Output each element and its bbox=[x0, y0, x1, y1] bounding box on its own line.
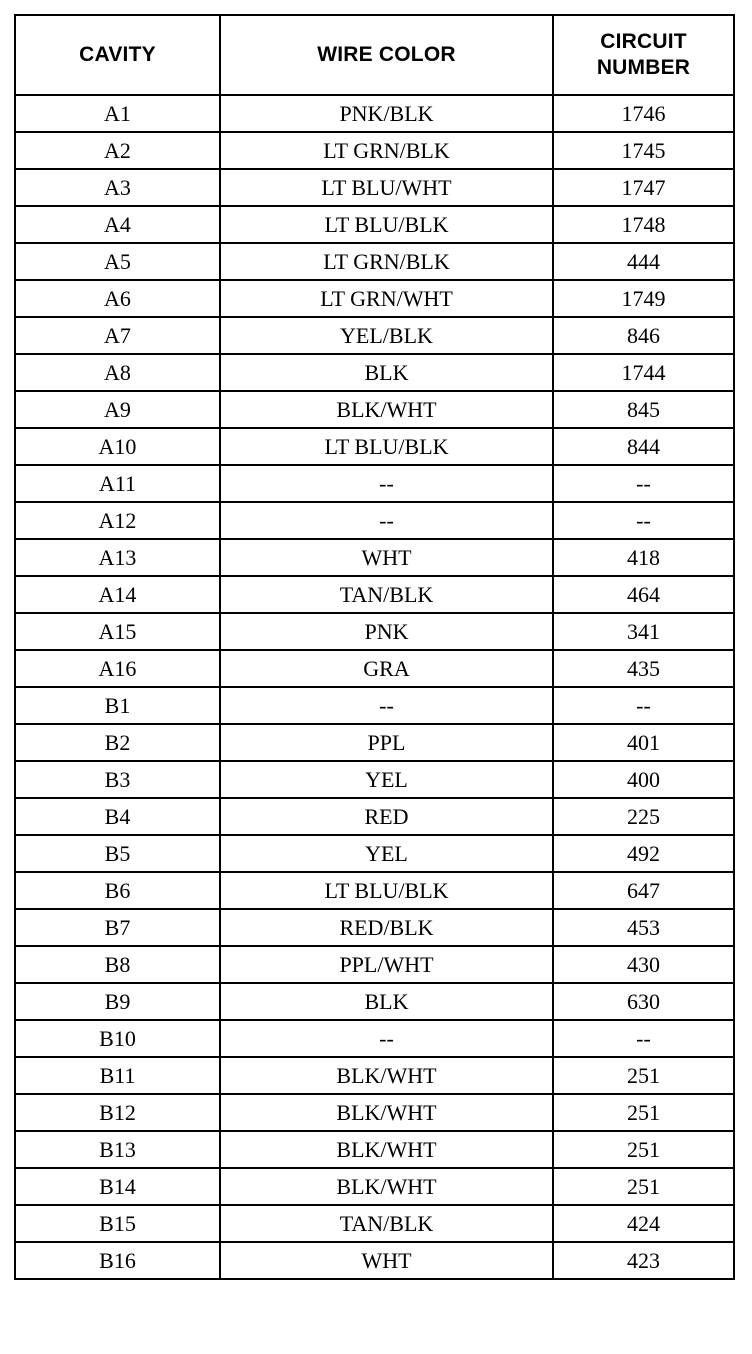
wire-color-cell: BLK bbox=[220, 354, 553, 391]
wire-color-cell: LT BLU/WHT bbox=[220, 169, 553, 206]
circuit-number-cell: 430 bbox=[553, 946, 734, 983]
table-row bbox=[15, 243, 734, 280]
cavity-cell: B9 bbox=[15, 983, 220, 1020]
wire-color-cell: BLK bbox=[220, 983, 553, 1020]
table-row bbox=[15, 391, 734, 428]
cavity-cell: A14 bbox=[15, 576, 220, 613]
wire-color-cell: GRA bbox=[220, 650, 553, 687]
circuit-number-cell: 424 bbox=[553, 1205, 734, 1242]
cavity-cell: B10 bbox=[15, 1020, 220, 1057]
cavity-cell: A13 bbox=[15, 539, 220, 576]
circuit-number-cell: -- bbox=[553, 465, 734, 502]
circuit-number-cell: 418 bbox=[553, 539, 734, 576]
table-row bbox=[15, 576, 734, 613]
table-row bbox=[15, 872, 734, 909]
cavity-cell: A4 bbox=[15, 206, 220, 243]
table-row bbox=[15, 1094, 734, 1131]
cavity-cell: B14 bbox=[15, 1168, 220, 1205]
table-row bbox=[15, 1242, 734, 1279]
circuit-number-cell: 225 bbox=[553, 798, 734, 835]
wire-color-cell: YEL bbox=[220, 761, 553, 798]
table-row bbox=[15, 1168, 734, 1205]
cavity-cell: B8 bbox=[15, 946, 220, 983]
circuit-number-cell: 341 bbox=[553, 613, 734, 650]
circuit-number-cell: 464 bbox=[553, 576, 734, 613]
table-row bbox=[15, 169, 734, 206]
wire-color-cell: LT BLU/BLK bbox=[220, 872, 553, 909]
cavity-cell: A10 bbox=[15, 428, 220, 465]
wire-color-cell: LT GRN/BLK bbox=[220, 243, 553, 280]
cavity-cell: A3 bbox=[15, 169, 220, 206]
table-row bbox=[15, 465, 734, 502]
wire-color-cell: PPL/WHT bbox=[220, 946, 553, 983]
table-row bbox=[15, 317, 734, 354]
cavity-cell: A7 bbox=[15, 317, 220, 354]
wire-color-cell: BLK/WHT bbox=[220, 1131, 553, 1168]
circuit-number-cell: -- bbox=[553, 687, 734, 724]
circuit-number-cell: 444 bbox=[553, 243, 734, 280]
header-circuit-line2: NUMBER bbox=[596, 56, 691, 79]
circuit-number-cell: 251 bbox=[553, 1094, 734, 1131]
wire-color-cell: RED/BLK bbox=[220, 909, 553, 946]
table-header bbox=[15, 15, 734, 95]
cavity-cell: A6 bbox=[15, 280, 220, 317]
circuit-number-cell: 845 bbox=[553, 391, 734, 428]
cavity-cell: B16 bbox=[15, 1242, 220, 1279]
circuit-number-cell: 1747 bbox=[553, 169, 734, 206]
circuit-number-cell: 844 bbox=[553, 428, 734, 465]
circuit-number-cell: 435 bbox=[553, 650, 734, 687]
table-body bbox=[15, 95, 734, 1279]
circuit-number-cell: 423 bbox=[553, 1242, 734, 1279]
table-row bbox=[15, 687, 734, 724]
table-row bbox=[15, 1131, 734, 1168]
circuit-number-cell: 251 bbox=[553, 1168, 734, 1205]
wire-color-cell: PPL bbox=[220, 724, 553, 761]
cavity-cell: A15 bbox=[15, 613, 220, 650]
circuit-number-cell: 251 bbox=[553, 1057, 734, 1094]
table-row bbox=[15, 798, 734, 835]
wire-color-cell: -- bbox=[220, 465, 553, 502]
cavity-cell: A1 bbox=[15, 95, 220, 132]
wire-color-cell: BLK/WHT bbox=[220, 1168, 553, 1205]
wire-color-cell: TAN/BLK bbox=[220, 1205, 553, 1242]
circuit-number-cell: 400 bbox=[553, 761, 734, 798]
table-row bbox=[15, 206, 734, 243]
table-row bbox=[15, 761, 734, 798]
table-row bbox=[15, 650, 734, 687]
header-circuit-number bbox=[553, 15, 734, 95]
table-row bbox=[15, 613, 734, 650]
wire-color-cell: -- bbox=[220, 502, 553, 539]
cavity-cell: B2 bbox=[15, 724, 220, 761]
wire-color-cell: RED bbox=[220, 798, 553, 835]
cavity-cell: B12 bbox=[15, 1094, 220, 1131]
cavity-cell: B5 bbox=[15, 835, 220, 872]
table-row bbox=[15, 428, 734, 465]
table-row bbox=[15, 280, 734, 317]
cavity-cell: B11 bbox=[15, 1057, 220, 1094]
circuit-number-cell: 630 bbox=[553, 983, 734, 1020]
cavity-cell: A11 bbox=[15, 465, 220, 502]
circuit-number-cell: 1744 bbox=[553, 354, 734, 391]
cavity-cell: B15 bbox=[15, 1205, 220, 1242]
header-circuit-line1: CIRCUIT bbox=[600, 30, 687, 53]
circuit-number-cell: 1745 bbox=[553, 132, 734, 169]
cavity-cell: A12 bbox=[15, 502, 220, 539]
circuit-number-cell: 401 bbox=[553, 724, 734, 761]
circuit-number-cell: 492 bbox=[553, 835, 734, 872]
table-row bbox=[15, 946, 734, 983]
table-row bbox=[15, 724, 734, 761]
cavity-cell: B1 bbox=[15, 687, 220, 724]
wire-color-cell: -- bbox=[220, 1020, 553, 1057]
wire-color-cell: BLK/WHT bbox=[220, 391, 553, 428]
connector-pinout-table bbox=[14, 14, 735, 1280]
wire-color-cell: LT GRN/BLK bbox=[220, 132, 553, 169]
table-row bbox=[15, 1020, 734, 1057]
wire-color-cell: LT GRN/WHT bbox=[220, 280, 553, 317]
circuit-number-cell: 846 bbox=[553, 317, 734, 354]
table-row bbox=[15, 354, 734, 391]
circuit-number-cell: 1749 bbox=[553, 280, 734, 317]
table-row bbox=[15, 539, 734, 576]
table-row bbox=[15, 1057, 734, 1094]
wire-color-cell: LT BLU/BLK bbox=[220, 428, 553, 465]
cavity-cell: B3 bbox=[15, 761, 220, 798]
circuit-number-cell: -- bbox=[553, 1020, 734, 1057]
cavity-cell: A5 bbox=[15, 243, 220, 280]
wire-color-cell: WHT bbox=[220, 1242, 553, 1279]
table-row bbox=[15, 502, 734, 539]
wire-color-cell: YEL/BLK bbox=[220, 317, 553, 354]
table-row bbox=[15, 835, 734, 872]
cavity-cell: A8 bbox=[15, 354, 220, 391]
table-row bbox=[15, 95, 734, 132]
circuit-number-cell: 453 bbox=[553, 909, 734, 946]
cavity-cell: A9 bbox=[15, 391, 220, 428]
wire-color-cell: TAN/BLK bbox=[220, 576, 553, 613]
wire-color-cell: PNK/BLK bbox=[220, 95, 553, 132]
cavity-cell: B13 bbox=[15, 1131, 220, 1168]
table-row bbox=[15, 132, 734, 169]
circuit-number-cell: 1748 bbox=[553, 206, 734, 243]
circuit-number-cell: 1746 bbox=[553, 95, 734, 132]
wire-color-cell: LT BLU/BLK bbox=[220, 206, 553, 243]
table-row bbox=[15, 983, 734, 1020]
cavity-cell: B7 bbox=[15, 909, 220, 946]
wire-color-cell: PNK bbox=[220, 613, 553, 650]
table-row bbox=[15, 909, 734, 946]
header-row bbox=[15, 15, 734, 95]
wire-color-cell: WHT bbox=[220, 539, 553, 576]
circuit-number-cell: 251 bbox=[553, 1131, 734, 1168]
circuit-number-cell: 647 bbox=[553, 872, 734, 909]
wire-color-cell: BLK/WHT bbox=[220, 1094, 553, 1131]
cavity-cell: B4 bbox=[15, 798, 220, 835]
wire-color-cell: YEL bbox=[220, 835, 553, 872]
cavity-cell: A2 bbox=[15, 132, 220, 169]
wire-color-cell: -- bbox=[220, 687, 553, 724]
cavity-cell: A16 bbox=[15, 650, 220, 687]
circuit-number-cell: -- bbox=[553, 502, 734, 539]
wire-color-cell: BLK/WHT bbox=[220, 1057, 553, 1094]
header-cavity: CAVITY bbox=[15, 15, 220, 95]
cavity-cell: B6 bbox=[15, 872, 220, 909]
header-wire-color: WIRE COLOR bbox=[220, 15, 553, 95]
table-row bbox=[15, 1205, 734, 1242]
